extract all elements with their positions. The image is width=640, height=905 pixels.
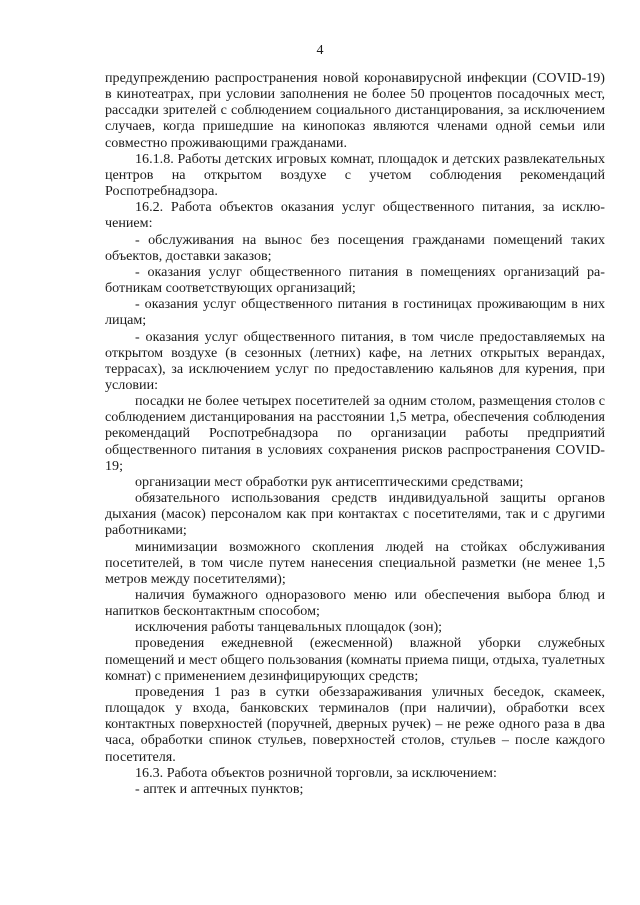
list-item-staff-catering: - оказания услуг общественного питания в помещениях организаций работникам соответствующих организаций;: [105, 263, 605, 297]
condition-dance: исключения работы танцевальных площадок (зон);: [135, 619, 443, 636]
condition-crowd: минимизации возможного скопления людей на стойках обслуживания посетителей, в том числе путем нанесения специальной разметки (не менее 1,5 метров между посетителями);: [105, 538, 605, 587]
paragraph-16-2: 16.2. Работа объектов оказания услуг общественного питания, за исключением:: [105, 199, 605, 232]
condition-cleaning: проведения ежедневной (ежесменной) влажной уборки служебных помещений и мест общего пользования (комнаты приема пищи, отдыха, туалетных комнат) с применением дезинфицирующих средств;: [105, 635, 605, 684]
list-item-pharmacies: - аптек и аптечных пунктов;: [135, 780, 304, 797]
list-item-takeaway: - обслуживания на вынос без посещения гражданами помещений таких объектов, доставки заказов;: [105, 231, 605, 264]
page-number: 4: [316, 43, 324, 58]
condition-seating: посадки не более четырех посетителей за одним столом, размещения столов с соблюдением дистанцирования на расстоянии 1,5 метра, обеспечения соблюдения рекомендаций Роспотребнадзора по организации работы предприятий общественного питания в условиях сохранения рисков распространения COVID-19;: [105, 393, 605, 474]
condition-disinfection: проведения 1 раз в сутки обеззараживания уличных беседок, скамеек, площадок у входа, банковских терминалов (при наличии), обработки всех контактных поверхностей (поручней, дверных ручек) – не реже одного раза в два часа, обработки спинок стульев, поверхностей столов, стульев – после каждого посетителя.: [105, 683, 605, 765]
condition-masks: обязательного использования средств индивидуальной защиты органов дыхания (масок) персоналом как при контактах с посетителями, так и с другими работниками;: [105, 490, 605, 539]
paragraph-16-1-8: 16.1.8. Работы детских игровых комнат, площадок и детских развлекательных центров на открытом воздухе с учетом соблюдения рекомендаций Роспотребнадзора.: [105, 150, 605, 200]
paragraph-continuation: предупреждению распространения новой коронавирусной инфекции (COVID-19) в кинотеатрах, при условии заполнения не более 50 процентов посадочных мест, рассадки зрителей с соблюдением социального дистанцирования, за исключением случаев, когда пришедшие на кинопоказ являются членами одной семьи или совместно проживающими гражданами.: [105, 70, 605, 151]
condition-menu: наличия бумажного одноразового меню или обеспечения выбора блюд и напитков бесконтактным способом;: [105, 587, 605, 620]
condition-antiseptic: организации мест обработки рук антисептическими средствами;: [135, 473, 524, 490]
list-item-hotel-catering: - оказания услуг общественного питания в гостиницах проживающим в них лицам;: [105, 296, 605, 329]
document-body: [105, 70, 605, 797]
paragraph-16-3: 16.3. Работа объектов розничной торговли, за исключением:: [135, 764, 497, 781]
list-item-outdoor-catering: - оказания услуг общественного питания, в том числе предоставляемых на открытом воздухе (в сезонных (летних) кафе, на летних открытых верандах, террасах), за исключением услуг по предоставлению кальянов для курения, при условии:: [105, 328, 605, 393]
